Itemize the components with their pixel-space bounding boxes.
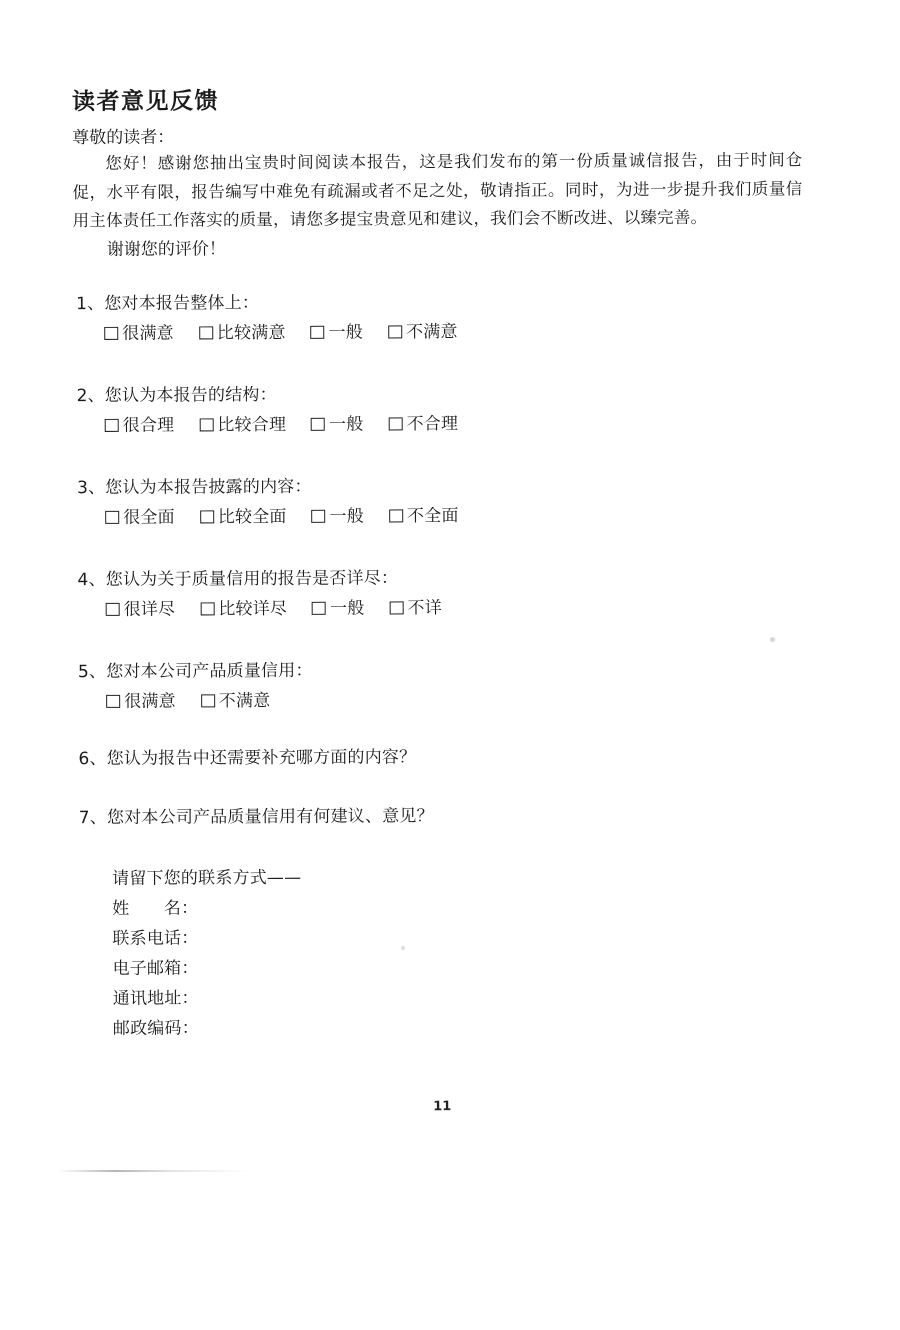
option-label: 一般	[329, 414, 364, 435]
scan-artifact-streak	[58, 1170, 248, 1172]
contact-section	[112, 860, 807, 1044]
checkbox-icon	[389, 417, 403, 430]
question-5	[75, 654, 805, 721]
question-7-number: 7、	[78, 807, 108, 829]
question-6-number: 6、	[78, 748, 107, 770]
question-7-text	[79, 800, 806, 832]
option	[388, 414, 458, 434]
option-label: 比较全面	[217, 506, 287, 528]
checkbox-icon	[389, 601, 403, 614]
checkbox-icon	[106, 603, 120, 616]
option	[388, 322, 458, 342]
question-2-options	[105, 408, 804, 445]
option-label: 很合理	[122, 415, 175, 436]
checkbox-icon	[105, 511, 119, 524]
checkbox-icon	[201, 694, 215, 707]
contact-field-name: 姓 名：	[112, 898, 199, 919]
option	[200, 599, 287, 619]
question-1-options	[104, 316, 803, 353]
question-1-number: 1、	[76, 293, 105, 315]
option	[106, 600, 176, 620]
question-4-label: 您认为关于质量信用的报告是否详尽：	[105, 568, 399, 590]
question-5-number: 5、	[77, 661, 107, 683]
page-number: 11	[433, 1099, 452, 1115]
scan-artifact-dot	[401, 946, 405, 950]
question-1-label: 您对本报告整体上：	[104, 293, 260, 314]
option	[105, 508, 175, 528]
question-6-text	[78, 741, 805, 773]
scan-artifact-dot	[770, 637, 775, 642]
option-label: 一般	[330, 598, 365, 619]
question-2-label: 您认为本报告的结构：	[104, 385, 277, 406]
question-7	[76, 800, 806, 832]
checkbox-icon	[200, 602, 214, 615]
question-2	[73, 378, 803, 445]
contact-field-address: 通讯地址：	[112, 988, 199, 1009]
question-1-text	[76, 286, 803, 318]
question-4-number: 4、	[77, 569, 106, 591]
checkbox-icon	[311, 418, 325, 431]
option	[199, 323, 286, 343]
question-5-text	[78, 654, 805, 686]
checkbox-icon	[105, 419, 119, 432]
checkbox-icon	[104, 327, 118, 340]
option	[104, 324, 174, 344]
option	[312, 507, 365, 527]
checkbox-icon	[312, 602, 326, 615]
contact-field-email: 电子邮箱：	[112, 958, 199, 979]
question-3	[74, 470, 804, 537]
option	[389, 598, 442, 618]
question-5-label: 您对本公司产品质量信用：	[106, 660, 313, 682]
question-6	[75, 741, 805, 773]
contact-field-phone: 联系电话：	[112, 928, 199, 949]
question-5-options	[106, 684, 805, 721]
option-label: 很全面	[123, 507, 175, 528]
checkbox-icon	[200, 510, 214, 523]
option	[200, 507, 287, 527]
option-label: 不合理	[406, 414, 459, 435]
option-label: 比较详尽	[218, 598, 288, 620]
contact-intro: 请留下您的联系方式——	[112, 867, 302, 889]
checkbox-icon	[106, 695, 120, 708]
option	[199, 415, 286, 435]
option	[105, 416, 175, 436]
option	[106, 692, 176, 712]
question-7-label: 您对本公司产品质量信用有何建议、意见？	[106, 806, 434, 828]
question-3-options	[105, 500, 804, 537]
option-label: 不满意	[218, 691, 271, 712]
question-3-label: 您认为本报告披露的内容：	[105, 476, 312, 498]
page-title: 读者意见反馈	[71, 88, 220, 116]
question-1	[73, 286, 803, 353]
checkbox-icon	[199, 418, 213, 431]
question-3-number: 3、	[76, 477, 106, 499]
checkbox-icon	[199, 326, 213, 339]
checkbox-icon	[389, 509, 403, 522]
option-label: 很满意	[124, 691, 176, 712]
option	[311, 323, 364, 343]
option-label: 一般	[328, 322, 364, 343]
question-2-number: 2、	[76, 385, 105, 407]
option-label: 很满意	[122, 323, 174, 344]
option-label: 不详	[407, 598, 442, 619]
question-3-text	[77, 470, 804, 502]
question-4-text	[77, 562, 804, 594]
option-label: 不全面	[406, 506, 459, 527]
document-content	[71, 84, 807, 1115]
option-label: 比较满意	[216, 322, 286, 344]
question-4	[74, 562, 804, 629]
intro-paragraph: 您好！感谢您抽出宝贵时间阅读本报告，这是我们发布的第一份质量诚信报告，由于时间仓促，水平有限，报告编写中难免有疏漏或者不足之处，敬请指正。同时，为进一步提升我们质量信用主体责任工作落实的质量，请您多提宝贵意见和建议，我们会不断改进、以臻完善。	[72, 150, 803, 231]
checkbox-icon	[311, 326, 325, 339]
salutation: 尊敬的读者：	[72, 127, 175, 149]
question-6-label: 您认为报告中还需要补充哪方面的内容？	[106, 747, 417, 769]
option-label: 比较合理	[217, 414, 287, 436]
question-2-text	[76, 378, 803, 410]
option	[201, 691, 271, 711]
thanks-line: 谢谢您的评价！	[106, 238, 226, 260]
contact-field-zipcode: 邮政编码：	[112, 1018, 199, 1039]
option	[311, 415, 364, 435]
checkbox-icon	[388, 325, 402, 338]
option	[389, 506, 459, 526]
option-label: 不满意	[406, 322, 458, 343]
question-4-options	[106, 592, 805, 629]
option	[312, 599, 365, 619]
option-label: 很详尽	[123, 599, 176, 620]
option-label: 一般	[329, 506, 365, 527]
checkbox-icon	[312, 510, 326, 523]
